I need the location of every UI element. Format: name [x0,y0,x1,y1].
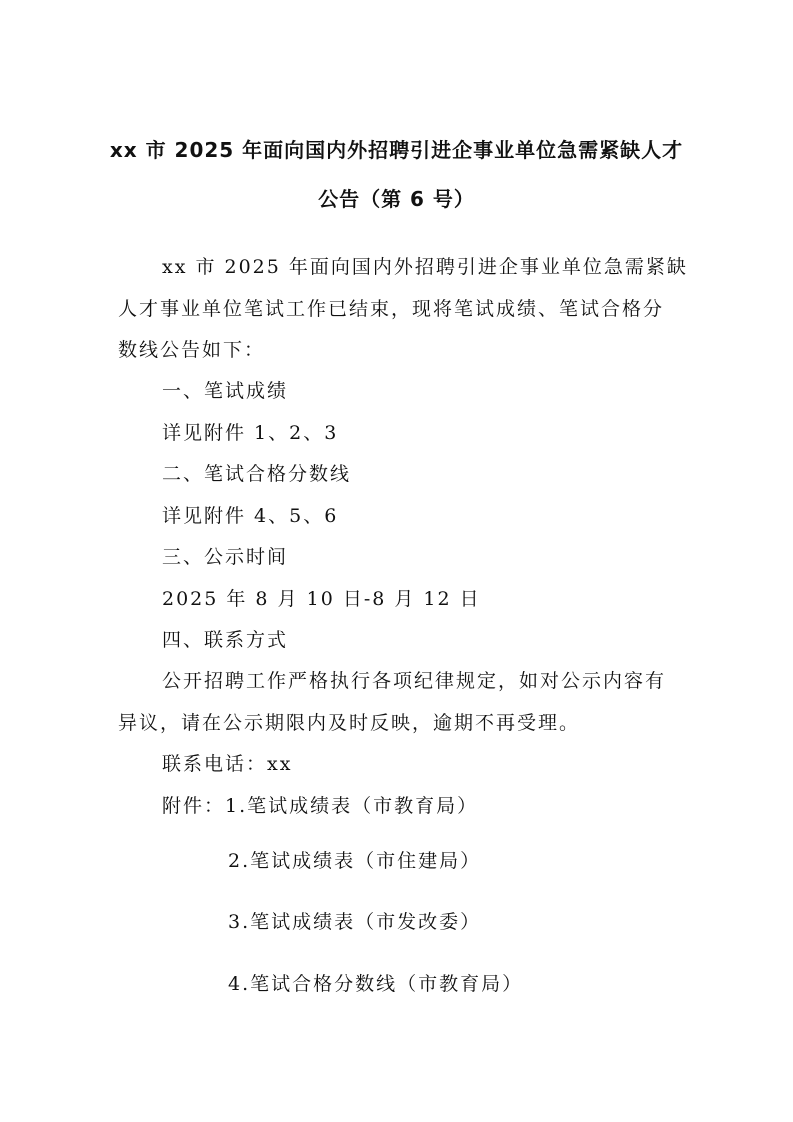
intro-paragraph-line-3: 数线公告如下： [118,339,266,361]
section-4-body-line-1: 公开招聘工作严格执行各项纪律规定，如对公示内容有 [162,670,667,692]
intro-paragraph-line-1: xx 市 2025 年面向国内外招聘引进企事业单位急需紧缺 [162,256,688,278]
attachment-1: 附件：1.笔试成绩表（市教育局） [162,795,479,817]
attachment-2: 2.笔试成绩表（市住建局） [228,850,482,872]
section-4-body-line-2: 异议，请在公示期限内及时反映，逾期不再受理。 [118,712,581,734]
section-3-heading: 三、公示时间 [162,546,289,568]
attachment-3: 3.笔试成绩表（市发改委） [228,911,482,933]
section-3-body: 2025 年 8 月 10 日-8 月 12 日 [162,588,481,610]
section-4-heading: 四、联系方式 [162,629,289,651]
section-2-heading: 二、笔试合格分数线 [162,463,352,485]
contact-phone: 联系电话：xx [162,753,293,775]
document-title-line-2: 公告（第 6 号） [318,187,475,211]
section-1-body: 详见附件 1、2、3 [162,422,339,444]
section-1-heading: 一、笔试成绩 [162,380,289,402]
document-title-line-1: xx 市 2025 年面向国内外招聘引进企事业单位急需紧缺人才 [109,138,684,162]
section-2-body: 详见附件 4、5、6 [162,505,339,527]
intro-paragraph-line-2: 人才事业单位笔试工作已结束，现将笔试成绩、笔试合格分 [118,298,665,320]
attachment-4: 4.笔试合格分数线（市教育局） [228,973,524,995]
